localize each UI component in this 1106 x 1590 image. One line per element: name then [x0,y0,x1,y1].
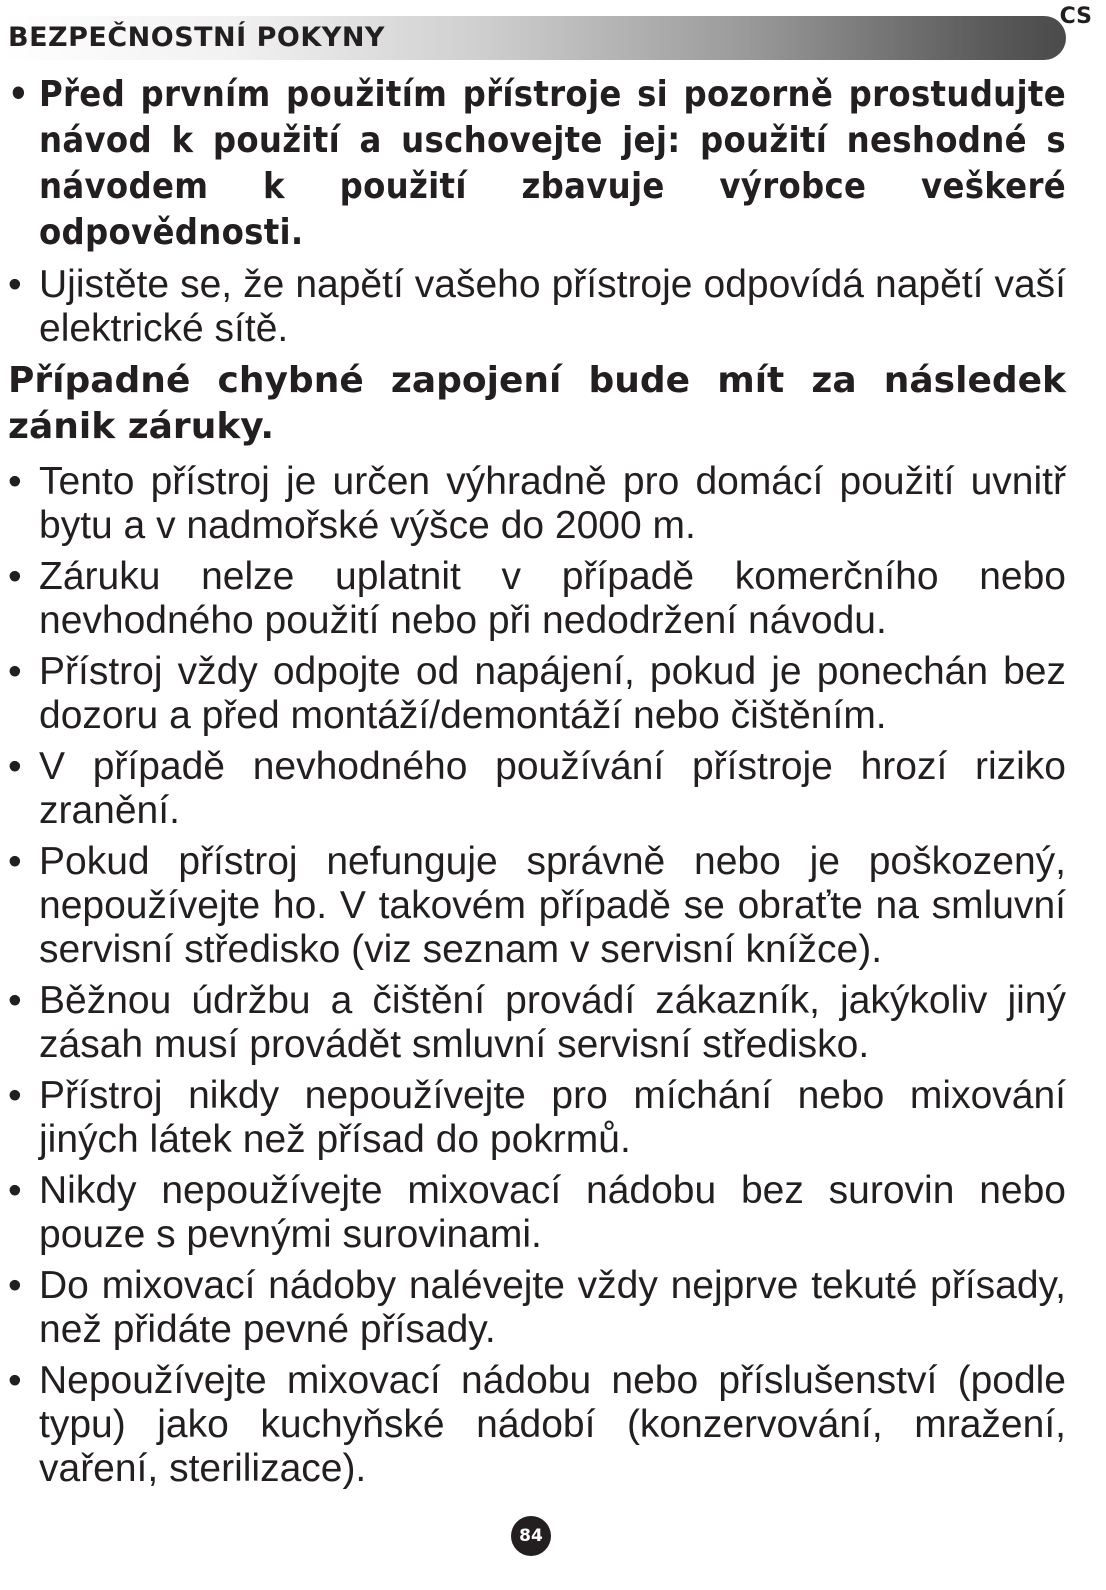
bullet-icon: • [8,263,22,306]
safety-item-text: V případě nevhodného používání přístroje hrozí riziko zranění. [39,745,1066,832]
bullet-icon: • [8,840,22,883]
safety-item [8,979,1066,1067]
safety-item [8,1169,1066,1257]
bullet-icon: • [8,1359,22,1402]
safety-item [8,1264,1066,1352]
safety-item [8,460,1066,548]
page-number-badge [511,1516,551,1556]
safety-item-text: Pokud přístroj nefunguje správně nebo je poškozený, nepoužívejte ho. V takovém případě se obraťte na smluvní servisní středisko (viz seznam v servisní knížce). [39,840,1066,971]
language-code: CS [1059,4,1092,29]
bullet-icon: • [8,1264,22,1307]
safety-item-text: Ujistěte se, že napětí vašeho přístroje odpovídá napětí vaší elektrické sítě. [39,263,1066,350]
warranty-note: Případné chybné zapojení bude mít za následek zánik záruky. [8,360,1066,447]
safety-item [8,1074,1066,1162]
bullet-icon: • [8,650,22,693]
bullet-icon: • [8,745,22,788]
page-number: 84 [519,1526,543,1546]
safety-item-text: Tento přístroj je určen výhradně pro domácí použití uvnitř bytu a v nadmořské výšce do 2000 m. [39,460,1066,547]
safety-item-text: Běžnou údržbu a čištění provádí zákazník, jakýkoliv jiný zásah musí provádět smluvní servisní středisko. [39,979,1066,1066]
safety-item [8,72,1066,256]
bullet-icon: • [8,74,30,115]
section-title: BEZPEČNOSTNÍ POKYNY [8,22,385,53]
safety-item-text: Přístroj nikdy nepoužívejte pro míchání nebo mixování jiných látek než přísad do pokrmů. [39,1074,1066,1161]
bullet-icon: • [8,1169,22,1212]
bullet-icon: • [8,460,22,503]
safety-item-text: Záruku nelze uplatnit v případě komerčního nebo nevhodného použití nebo při nedodržení návodu. [39,555,1066,642]
safety-item [8,1359,1066,1491]
safety-item [8,650,1066,738]
safety-item [8,555,1066,643]
bullet-icon: • [8,555,22,598]
safety-item-text: Přístroj vždy odpojte od napájení, pokud je ponechán bez dozoru a před montáží/demontáží nebo čištěním. [39,650,1066,737]
bullet-icon: • [8,979,22,1022]
safety-item [8,840,1066,972]
safety-item-text: Do mixovací nádoby nalévejte vždy nejprve tekuté přísady, než přidáte pevné přísady. [39,1264,1066,1351]
bullet-icon: • [8,1074,22,1117]
safety-item [8,263,1066,351]
safety-item-text: Před prvním použitím přístroje si pozorně prostudujte návod k použití a uschovejte jej: použití neshodné s návodem k použití zbavuje výrobce veškeré odpovědnosti. [39,74,1066,253]
safety-item [8,745,1066,833]
safety-item-text: Nikdy nepoužívejte mixovací nádobu bez surovin nebo pouze s pevnými surovinami. [39,1169,1066,1256]
safety-item-text: Nepoužívejte mixovací nádobu nebo příslušenství (podle typu) jako kuchyňské nádobí (konzervování, mražení, vaření, sterilizace). [39,1359,1066,1490]
safety-instructions [8,72,1066,1498]
